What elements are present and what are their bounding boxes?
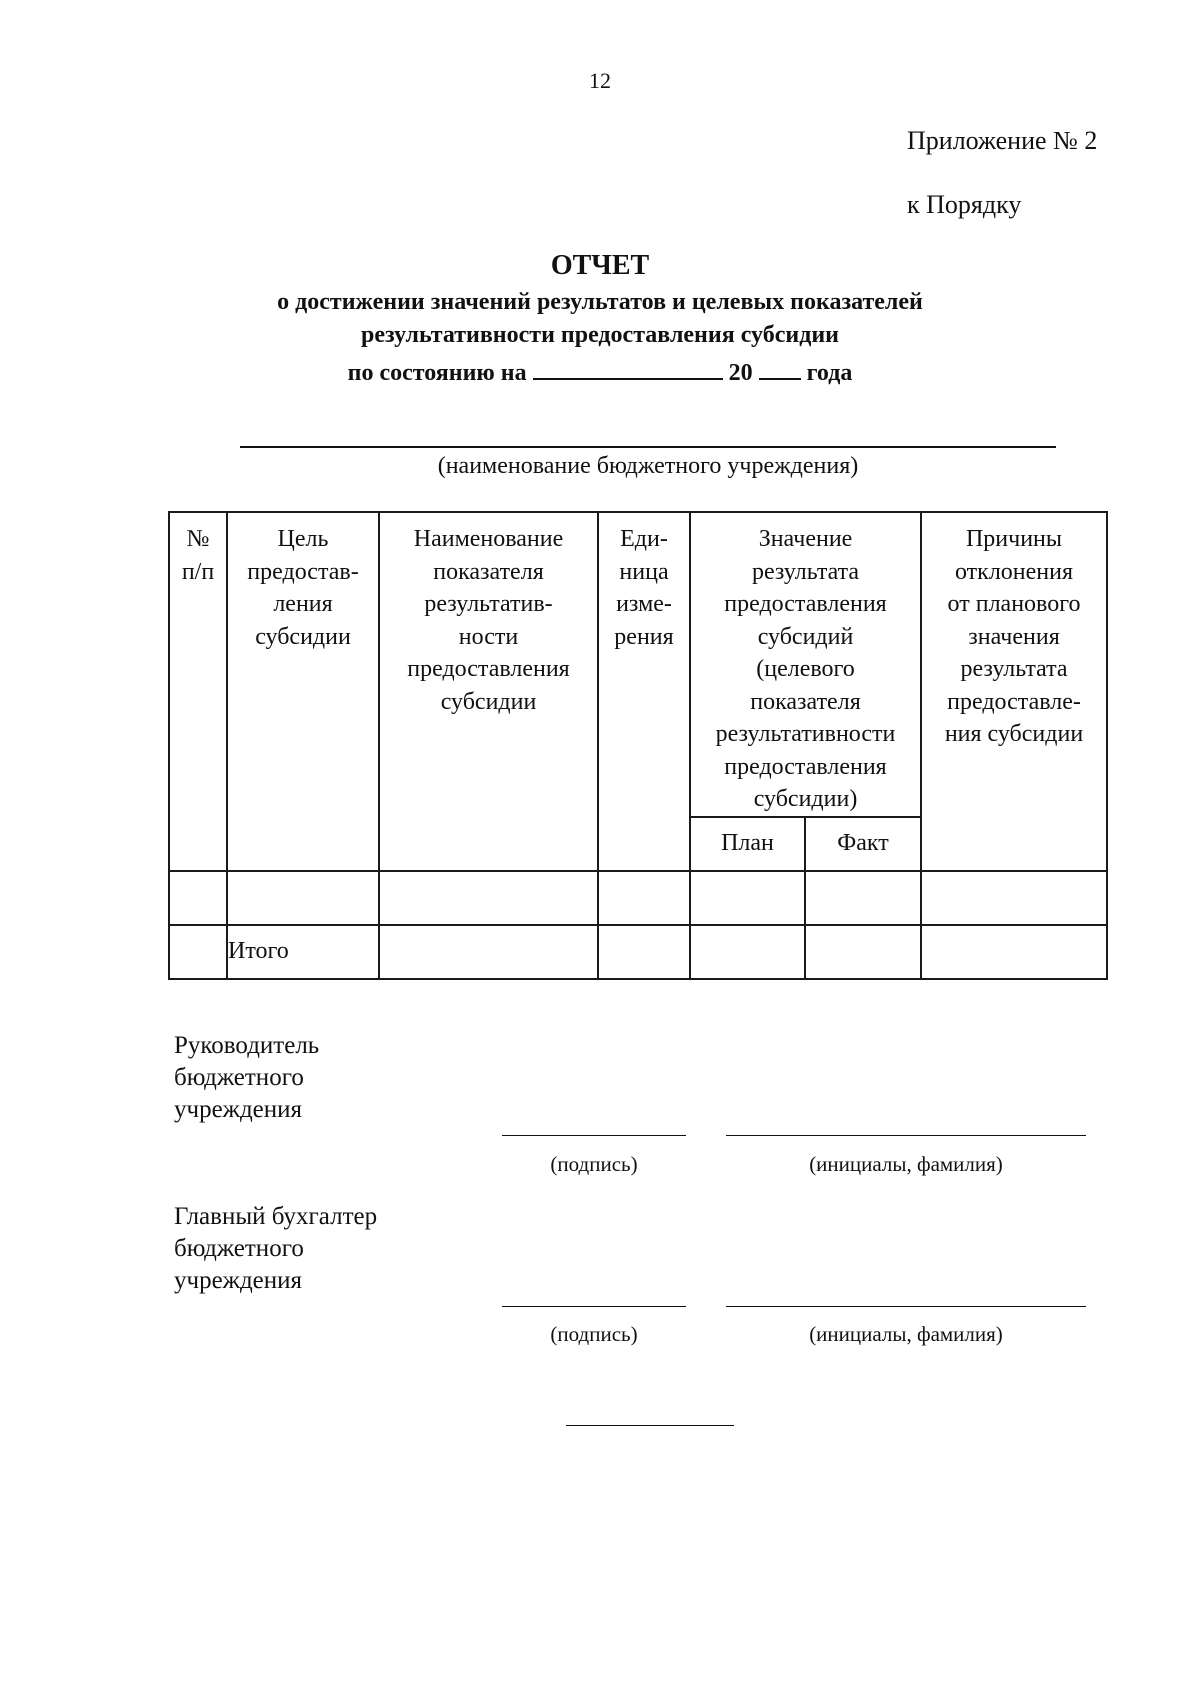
- total-label: Итого: [227, 925, 379, 979]
- institution-name-line: [240, 446, 1056, 448]
- page-number: 12: [589, 68, 611, 93]
- table-cell: [598, 925, 690, 979]
- accountant-signature-line: [502, 1306, 686, 1307]
- header-number: № п/п: [169, 512, 227, 871]
- table-cell: [690, 925, 805, 979]
- accountant-name-caption: (инициалы, фамилия): [809, 1322, 1003, 1346]
- header-goal: Цель предостав- ления субсидии: [227, 512, 379, 871]
- report-subtitle-line2: результативности предоставления субсидии: [360, 322, 839, 348]
- report-table: [168, 511, 1108, 980]
- table-cell: [227, 871, 379, 925]
- accountant-signature-caption: (подпись): [550, 1322, 638, 1346]
- table-cell: [598, 871, 690, 925]
- report-subtitle-line1: о достижении значений результатов и целевых показателей: [277, 289, 923, 315]
- date-suffix: года: [806, 360, 853, 386]
- closing-rule: [566, 1425, 734, 1426]
- report-date-line: [0, 354, 1200, 387]
- accountant-label: Главный бухгалтер бюджетного учреждения: [174, 1203, 378, 1294]
- table-cell: [805, 925, 921, 979]
- table-cell: [805, 871, 921, 925]
- table-cell: [379, 925, 598, 979]
- appendix-reference: к Порядку: [907, 190, 1022, 219]
- table-cell: [169, 925, 227, 979]
- institution-caption: (наименование бюджетного учреждения): [437, 453, 859, 479]
- date-prefix: по состоянию на: [347, 360, 527, 386]
- header-value: Значение результата предоставления субсидий (целевого показателя результативности предоставления субсидии): [690, 512, 921, 817]
- table-cell: [921, 871, 1107, 925]
- director-signature-caption: (подпись): [550, 1152, 638, 1176]
- appendix-number: Приложение № 2: [907, 126, 1098, 155]
- director-name-caption: (инициалы, фамилия): [809, 1152, 1003, 1176]
- header-unit: Еди- ница изме- рения: [598, 512, 690, 871]
- director-label: Руководитель бюджетного учреждения: [174, 1032, 320, 1123]
- year-blank: [759, 354, 801, 380]
- table-cell: [921, 925, 1107, 979]
- subheader-plan: План: [690, 817, 805, 871]
- table-cell: [169, 871, 227, 925]
- director-name-line: [726, 1135, 1086, 1136]
- table-cell: [690, 871, 805, 925]
- director-signature-line: [502, 1135, 686, 1136]
- date-blank: [533, 354, 723, 380]
- header-indicator: Наименование показателя результатив- ности предоставления субсидии: [379, 512, 598, 871]
- date-year: 20: [728, 360, 753, 386]
- header-reasons: Причины отклонения от планового значения результата предоставле- ния субсидии: [921, 512, 1107, 871]
- table-row: [169, 871, 1107, 925]
- accountant-name-line: [726, 1306, 1086, 1307]
- subheader-fact: Факт: [805, 817, 921, 871]
- report-title: ОТЧЕТ: [550, 250, 650, 281]
- table-cell: [379, 871, 598, 925]
- total-row: [169, 925, 1107, 979]
